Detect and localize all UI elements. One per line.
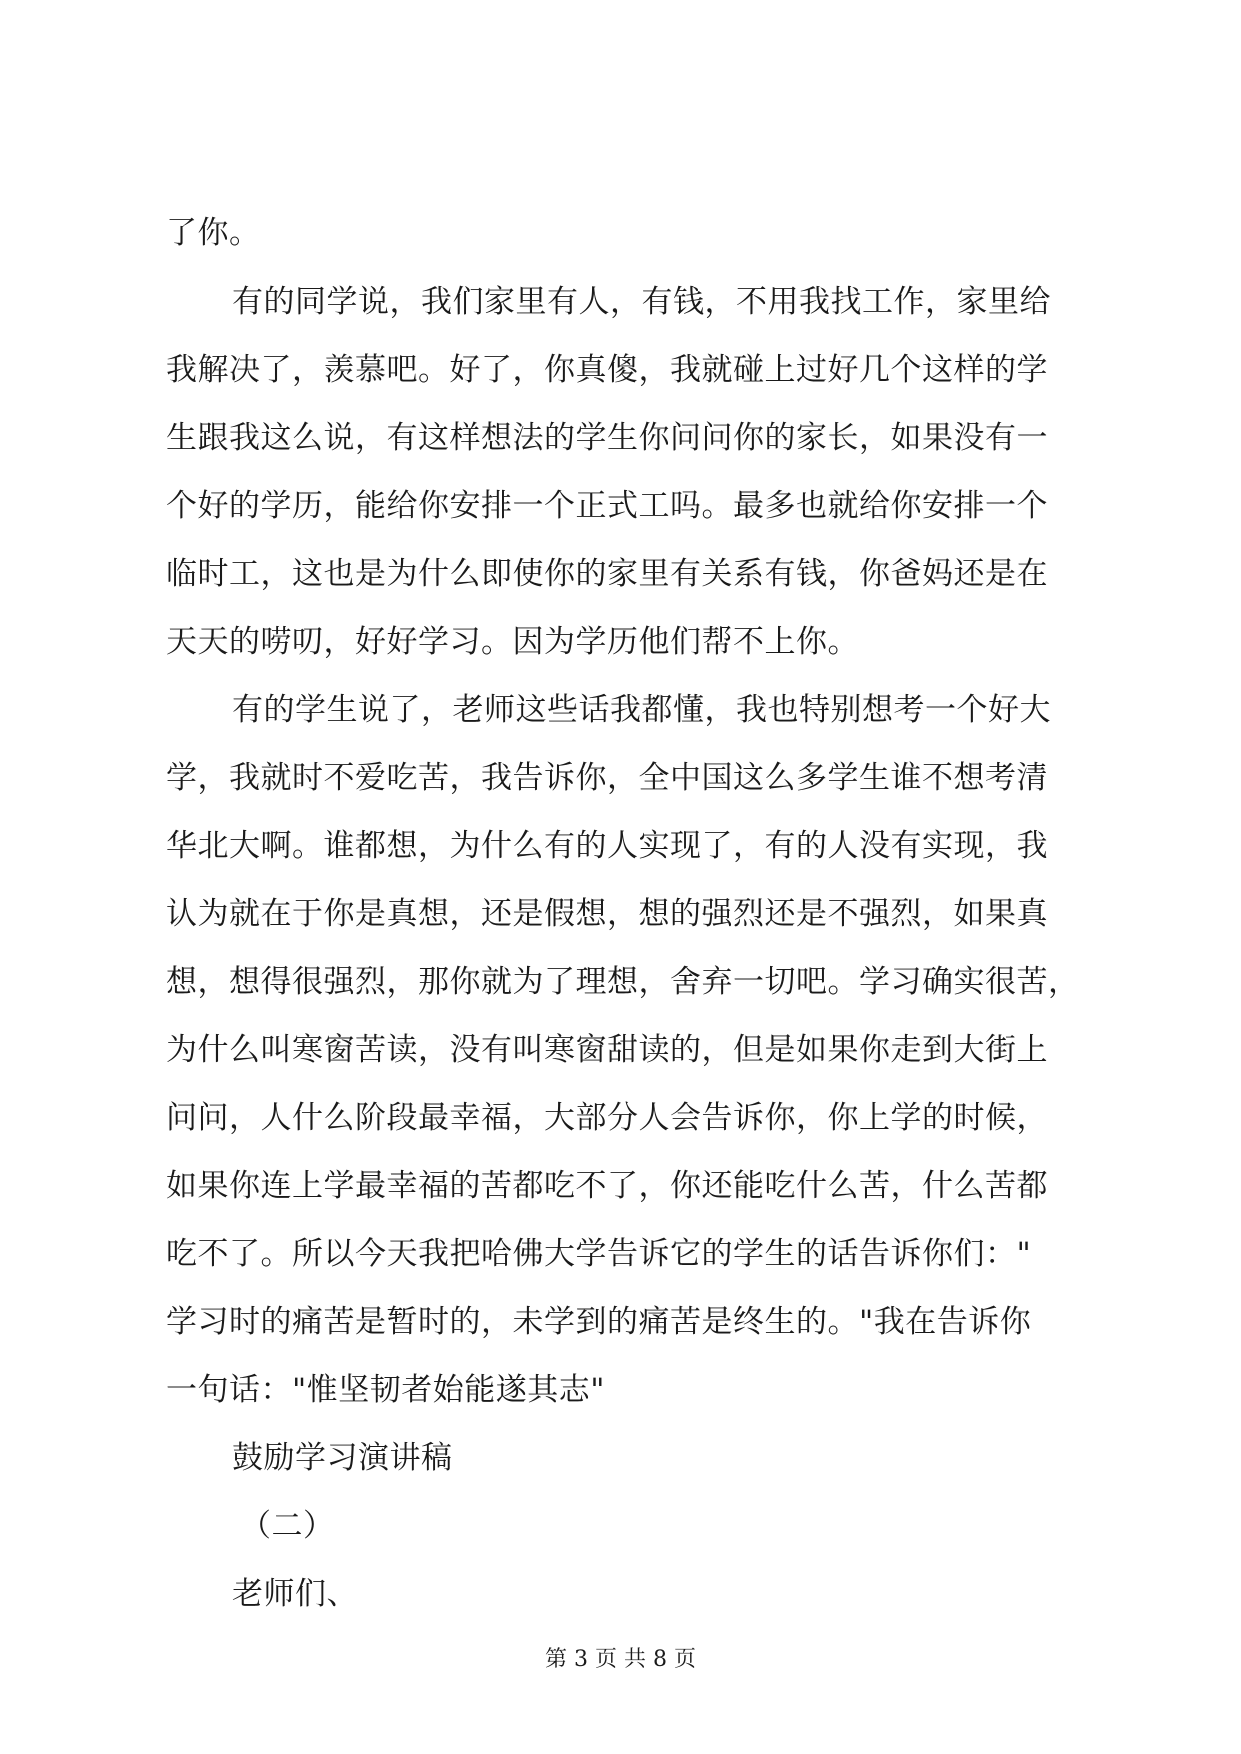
text-line: 天天的唠叨，好好学习。因为学历他们帮不上你。 [166,624,859,660]
text-line: 学习时的痛苦是暂时的，未学到的痛苦是终生的。"我在告诉你 [166,1304,1032,1340]
text-line: 问问，人什么阶段最幸福，大部分人会告诉你，你上学的时候， [166,1100,1048,1136]
text-line: 想，想得很强烈，那你就为了理想，舍弃一切吧。学习确实很苦， [166,964,1080,1000]
text-line: 一句话："惟坚韧者始能遂其志" [166,1372,606,1408]
section-title: 鼓励学习演讲稿 [232,1440,453,1476]
text-line: 个好的学历，能给你安排一个正式工吗。最多也就给你安排一个 [166,488,1048,524]
text-line: 认为就在于你是真想，还是假想，想的强烈还是不强烈，如果真 [166,896,1048,932]
text-line: 如果你连上学最幸福的苦都吃不了，你还能吃什么苦，什么苦都 [166,1168,1048,1204]
text-line: 吃不了。所以今天我把哈佛大学告诉它的学生的话告诉你们：" [166,1236,1032,1272]
text-line: 我解决了，羡慕吧。好了，你真傻，我就碰上过好几个这样的学 [166,352,1048,388]
section-number: （二） [240,1508,335,1544]
salutation: 老师们、 [232,1576,358,1612]
text-line: 了你。 [166,215,261,251]
paragraph-line: 有的同学说，我们家里有人，有钱，不用我找工作，家里给 [232,284,1051,320]
text-line: 临时工，这也是为什么即使你的家里有关系有钱，你爸妈还是在 [166,556,1048,592]
text-line: 为什么叫寒窗苦读，没有叫寒窗甜读的，但是如果你走到大街上 [166,1032,1048,1068]
text-line: 学，我就时不爱吃苦，我告诉你，全中国这么多学生谁不想考清 [166,760,1048,796]
text-line: 华北大啊。谁都想，为什么有的人实现了，有的人没有实现，我 [166,828,1048,864]
text-line: 生跟我这么说，有这样想法的学生你问问你的家长，如果没有一 [166,420,1048,456]
paragraph-line: 有的学生说了，老师这些话我都懂，我也特别想考一个好大 [232,692,1051,728]
page-number: 第 3 页 共 8 页 [545,1647,696,1672]
